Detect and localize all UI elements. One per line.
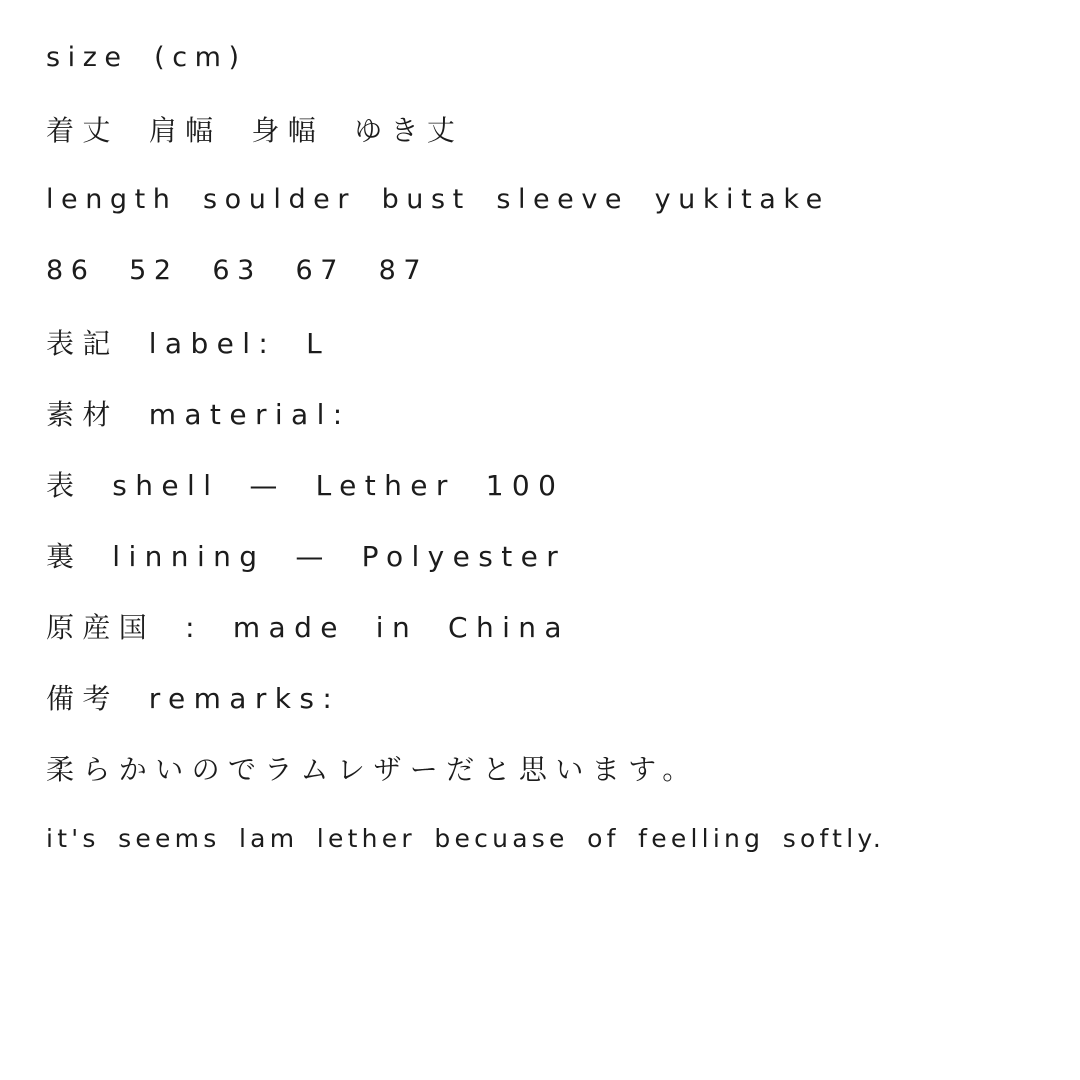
remarks-text-english: it's seems lam lether becuase of feelling softly.: [46, 824, 886, 853]
measurement-values: 86 52 63 67 87: [46, 255, 429, 286]
material-heading: 素材 material:: [46, 397, 351, 431]
size-title: size (cm): [46, 42, 247, 73]
remarks-heading: 備考 remarks:: [46, 681, 341, 715]
size-label-line: 表記 label: L: [46, 326, 331, 360]
material-shell-line: 表 shell — Lether 100: [46, 468, 565, 502]
country-of-origin-line: 原産国 : made in China: [46, 610, 570, 644]
material-lining-line: 裏 linning — Polyester: [46, 539, 567, 573]
measurement-headers-japanese: 着丈 肩幅 身幅 ゆき丈: [46, 113, 464, 147]
measurement-headers-english: length soulder bust sleeve yukitake: [46, 184, 830, 215]
remarks-text-japanese: 柔らかいのでラムレザーだと思います。: [46, 752, 699, 786]
